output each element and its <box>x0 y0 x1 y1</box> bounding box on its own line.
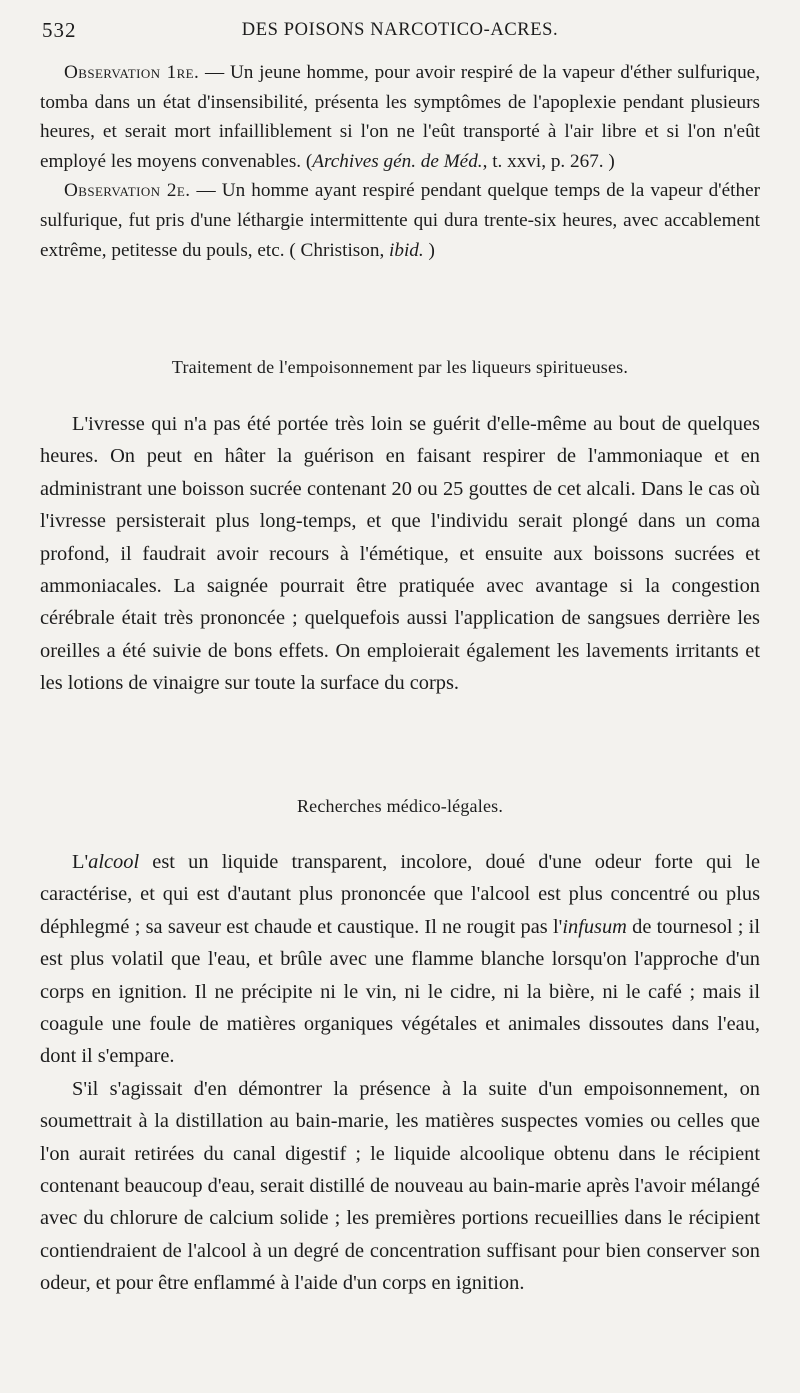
observations <box>40 58 760 265</box>
observation-1-source: Archives gén. de Méd. <box>312 150 483 172</box>
observation-1-text: — Un jeune homme, pour avoir respiré de la vapeur d'éther sulfurique, tomba dans un état d'insensibilité, présenta les symptômes de l'apoplexie pendant plusieurs heures, et serait mort infailliblement si l'on ne l'eût transporté à l'air libre et si l'on n'eût employé les moyens convenables. ( <box>40 62 760 172</box>
section-heading-treatment: Traitement de l'empoisonnement par les liqueurs spiritueuses. <box>171 357 629 377</box>
observation-1-label: Observation 1re. <box>64 62 200 83</box>
alcool-paragraph <box>40 846 760 1073</box>
observation-2-label: Observation 2e. <box>64 180 191 202</box>
treatment-section <box>40 408 760 700</box>
page-number: 532 <box>42 18 77 42</box>
running-head <box>40 18 760 48</box>
infusum-term: infusum <box>562 915 627 938</box>
section-heading-medicolegal: Recherches médico-légales. <box>296 796 504 816</box>
alcool-text-2: de tournesol ; il est plus volatil que l'eau, et brûle avec une flamme blanche lorsqu'on l'approche d'un corps en ignition. Il ne précipite ni le vin, ni le cidre, ni la bière, ni le café ; mais il coagule une foule de matières organiques végétales et animales dissoutes dans l'eau, dont il s'empare. <box>40 915 760 1068</box>
distillation-paragraph: S'il s'agissait d'en démontrer la présence à la suite d'un empoisonnement, on soumettrait à la distillation au bain-marie, les matières suspectes vomies ou celles que l'on aurait retirées du canal digestif ; le liquide alcoolique obtenu dans le récipient contenant beaucoup d'eau, serait distillé de nouveau au bain-marie après l'avoir mélangé avec du chlorure de calcium solide ; les premières portions recueillies dans le récipient contiendraient de l'alcool à un degré de concentration suffisant pour bien conserver son odeur, et pour être enflammé à l'aide d'un corps en ignition. <box>40 1077 760 1295</box>
observation-1-source-rest: , t. xxvi, p. 267. ) <box>482 150 615 172</box>
alcool-text-1: est un liquide transparent, incolore, doué d'une odeur forte qui le caractérise, et qui est d'autant plus prononcée que l'alcool est plus concentré ou plus déphlegmé ; sa saveur est chaude et caustique. Il ne rougit pas l' <box>40 851 760 938</box>
medicolegal-section <box>40 846 760 1300</box>
alcool-term: alcool <box>88 851 140 873</box>
header-title: DES POISONS NARCOTICO-ACRES. <box>241 20 559 40</box>
observation-1 <box>40 58 760 176</box>
observation-2-source: ibid. <box>389 239 424 261</box>
treatment-paragraph: L'ivresse qui n'a pas été portée très loin se guérit d'elle-même au bout de quelques heures. On peut en hâter la guérison en faisant respirer de l'ammoniaque et en administrant une boisson sucrée contenant 20 ou 25 gouttes de cet alcali. Dans le cas où l'ivresse persisterait plus long-temps, et que l'individu serait plongé dans un coma profond, il faudrait avoir recours à l'émétique, et ensuite aux boissons sucrées et ammoniacales. La saignée pourrait être pratiquée avec avantage si la congestion cérébrale était très prononcée ; quelquefois aussi l'application de sangsues derrière les oreilles a été suivie de bons effets. On emploierait également les lavements irritants et les lotions de vinaigre sur toute la surface du corps. <box>40 413 760 695</box>
alcool-article: L' <box>72 851 89 873</box>
observation-2-source-rest: ) <box>423 239 435 261</box>
observation-2-text: — Un homme ayant respiré pendant quelque temps de la vapeur d'éther sulfurique, fut pris d'une léthargie intermittente qui dura trente-six heures, avec accablement extrême, petitesse du pouls, etc. ( Christison, <box>40 180 760 261</box>
observation-2 <box>40 176 760 265</box>
